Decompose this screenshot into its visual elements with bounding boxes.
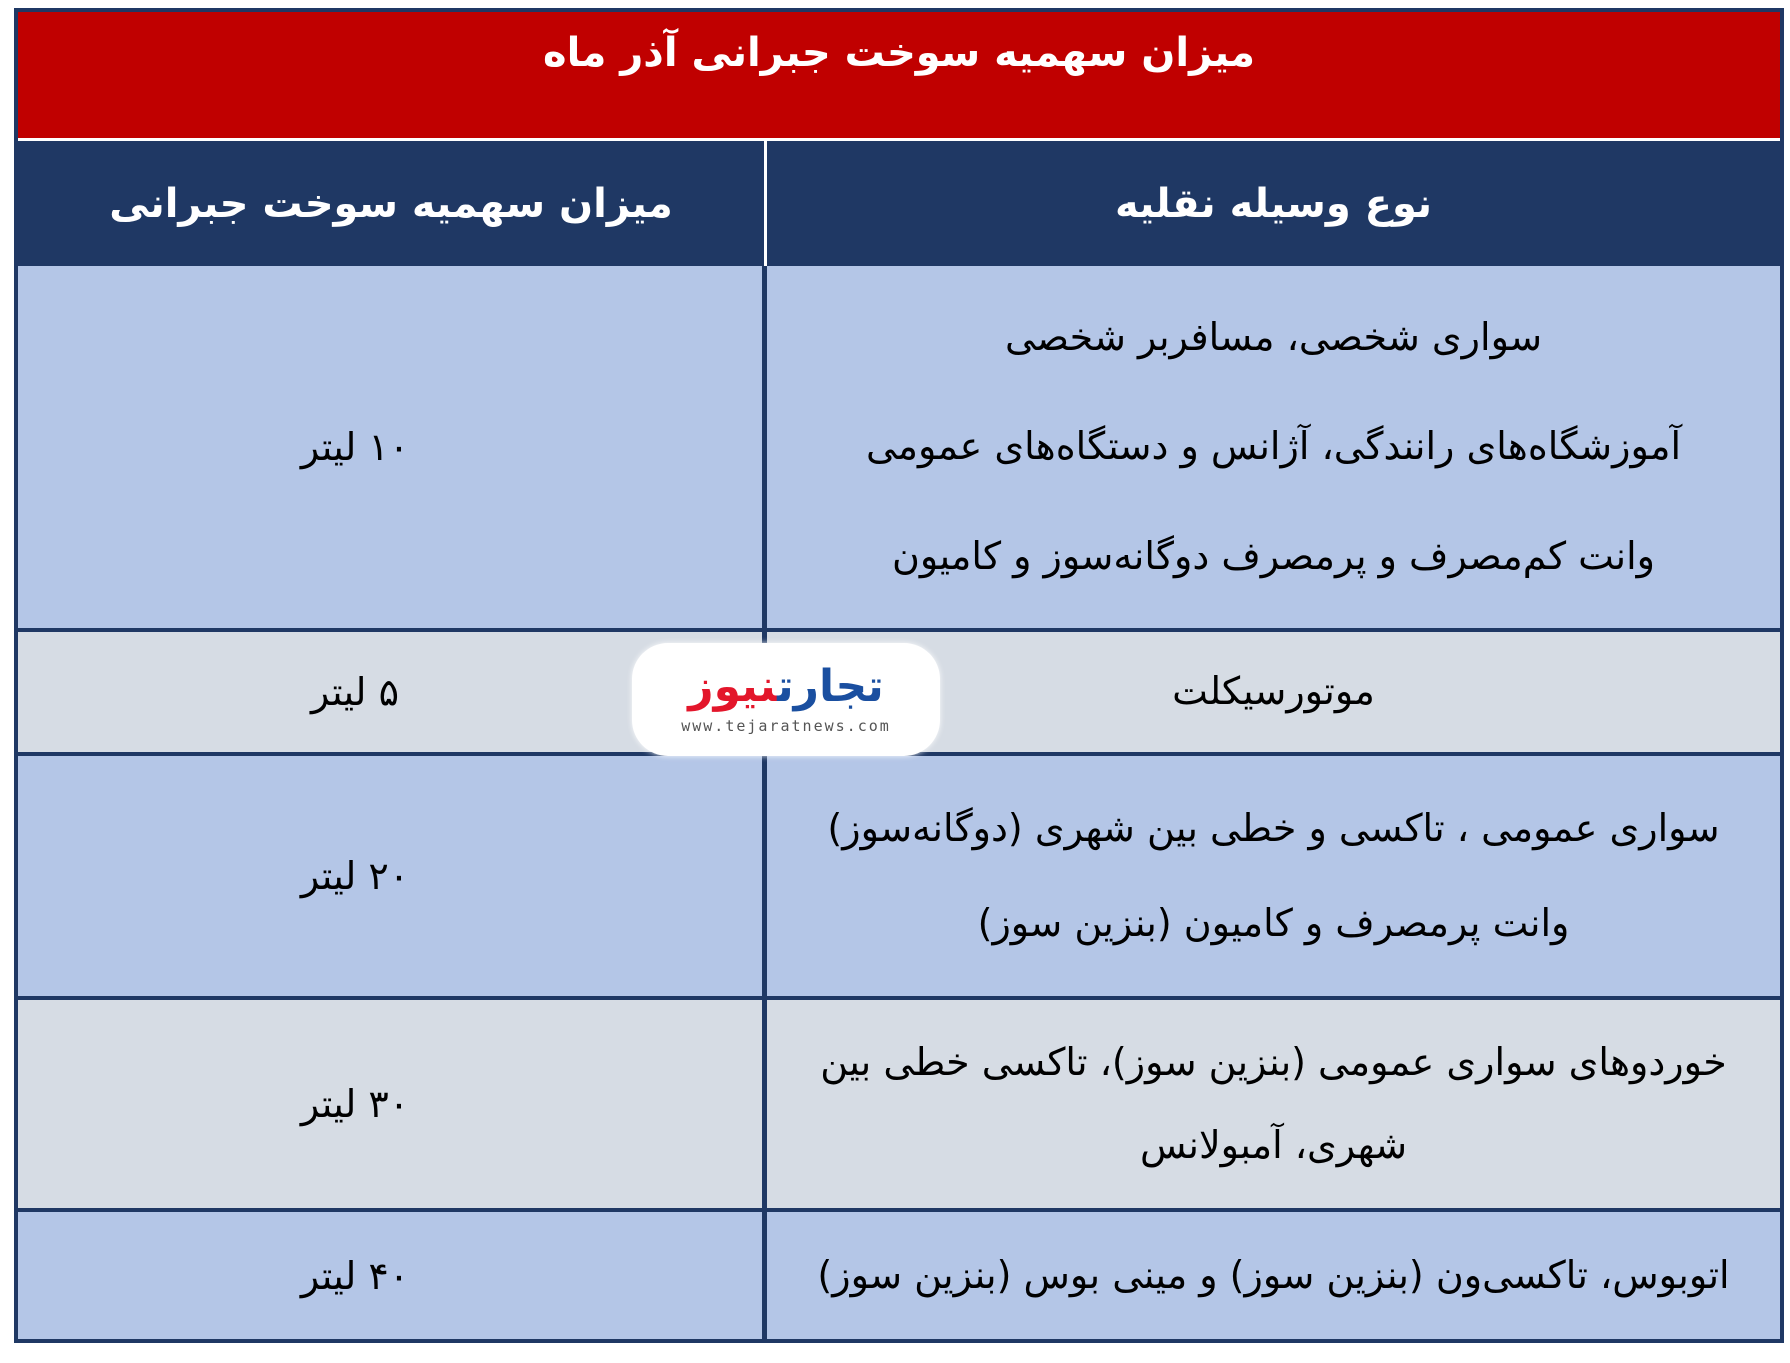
watermark-logo <box>632 643 940 756</box>
vehicle-line: وانت پرمصرف و کامیون (بنزین سوز) <box>977 901 1570 945</box>
quota-value: ۲۰ لیتر <box>300 854 410 898</box>
table-title-bar <box>18 12 1780 138</box>
vehicle-cell <box>767 266 1780 628</box>
watermark-logo-part2: نیوز <box>688 660 778 712</box>
quota-cell <box>18 1208 767 1339</box>
vehicle-line: موتورسیکلت <box>1172 669 1375 714</box>
quota-value: ۱۰ لیتر <box>300 425 410 469</box>
vehicle-line: سواری عمومی ، تاکسی و خطی بین شهری (دوگانه‌سوز) <box>827 805 1720 850</box>
watermark-url: www.tejaratnews.com <box>681 716 891 735</box>
watermark-logo-text <box>688 660 884 712</box>
quota-cell <box>18 996 767 1208</box>
quota-cell <box>18 752 767 996</box>
header-vehicle-type <box>767 138 1780 266</box>
watermark-logo-part1: تجارت <box>777 660 884 712</box>
header-quota-label: میزان سهمیه سوخت جبرانی <box>109 180 673 227</box>
vehicle-cell <box>767 1208 1780 1339</box>
table-title: میزان سهمیه سوخت جبرانی آذر ماه <box>542 30 1256 76</box>
vehicle-line: سواری شخصی، مسافربر شخصی <box>1004 314 1543 359</box>
quota-cell <box>18 266 767 628</box>
header-quota <box>18 138 767 266</box>
vehicle-cell <box>767 752 1780 996</box>
quota-value: ۳۰ لیتر <box>300 1082 410 1126</box>
header-vehicle-type-label: نوع وسیله نقلیه <box>1114 180 1433 227</box>
quota-value: ۴۰ لیتر <box>300 1253 410 1298</box>
vehicle-line: آموزشگاه‌های رانندگی، آژانس و دستگاه‌های عمومی <box>865 424 1682 469</box>
vehicle-line: خوردوهای سواری عمومی (بنزین سوز)، تاکسی خطی بین <box>820 1039 1727 1084</box>
vehicle-line: اتوبوس، تاکسی‌ون (بنزین سوز) و مینی بوس (بنزین سوز) <box>817 1252 1730 1297</box>
quota-value: ۵ لیتر <box>311 670 399 714</box>
vehicle-line: وانت کم‌مصرف و پرمصرف دوگانه‌سوز و کامیون <box>892 533 1655 578</box>
vehicle-line: شهری، آمبولانس <box>1139 1123 1408 1167</box>
vehicle-cell <box>767 996 1780 1208</box>
